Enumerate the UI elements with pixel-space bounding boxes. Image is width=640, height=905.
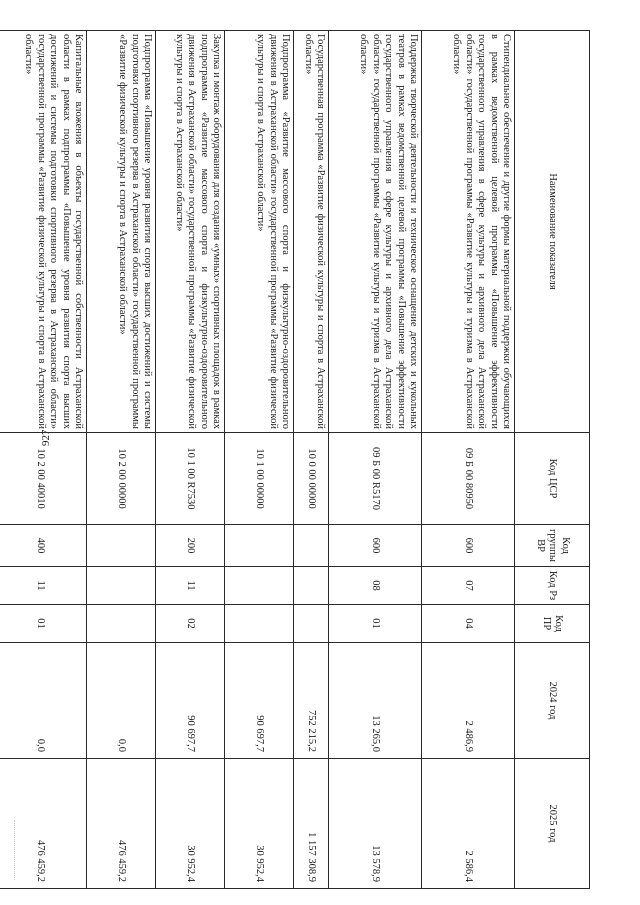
cell-2025: 2 586,4 [422, 759, 515, 889]
cell-2024: 0,0 [87, 643, 156, 759]
cell-pr: 01 [329, 605, 422, 643]
cell-vr [294, 525, 329, 567]
cell-vr: 400 [0, 525, 87, 567]
cell-pr [294, 605, 329, 643]
header-2025: 2025 год [515, 759, 590, 889]
cell-2024: 2 486,9 [422, 643, 515, 759]
cell-csr: 10 2 00 40010 [0, 433, 87, 525]
header-rz: Код Рз [515, 567, 590, 605]
cell-2025: 30 952,4 [156, 759, 225, 889]
cell-2025: 476 459,2 [0, 759, 87, 889]
table-row [225, 31, 294, 889]
cell-csr: 10 1 00 R7530 [156, 433, 225, 525]
cell-2024: 90 697,7 [225, 643, 294, 759]
cell-csr: 10 0 00 00000 [294, 433, 329, 525]
page-number: 927 [40, 429, 52, 446]
cell-name: Закупка и монтаж оборудования для создания «умных» спортивных площадок в рамках подпрограммы «Развитие массового спорта и физкультурно-оздоровительного движения в Астраханской области» государственной программы «Развитие физической культуры и спорта в Астраханской области» [156, 31, 225, 433]
cell-2024: 752 215,2 [294, 643, 329, 759]
table-row [329, 31, 422, 889]
cell-name: Стипендиальное обеспечение и другие формы материальной поддержки обучающихся в рамках ведомственной целевой программы «Повышение эффективности государственного управления в сфере культуры и архивного дела Астраханской области» государственной программы «Развитие культуры и туризма в Астраханской области» [422, 31, 515, 433]
cell-pr [225, 605, 294, 643]
cell-2025: 476 459,2 [87, 759, 156, 889]
cell-name: Подпрограмма «Развитие массового спорта и физкультурно-оздоровительного движения в Астраханской области» государственной программы «Развитие физической культуры и спорта в Астраханской области» [225, 31, 294, 433]
cell-csr: 09 Б 00 80950 [422, 433, 515, 525]
header-pr: Код ПР [515, 605, 590, 643]
cell-pr [87, 605, 156, 643]
cell-2025: 1 157 308,9 [294, 759, 329, 889]
budget-table [0, 30, 590, 889]
cell-name: Государственная программа «Развитие физической культуры и спорта в Астраханской области» [294, 31, 329, 433]
cell-vr: 600 [329, 525, 422, 567]
table-row [422, 31, 515, 889]
header-csr: Код ЦСР [515, 433, 590, 525]
cell-rz [87, 567, 156, 605]
table-row [0, 31, 87, 889]
cell-name: Капитальные вложения в объекты государственной собственности Астраханской области в рамках подпрограммы «Повышение уровня развития спорта высших достижений и системы подготовки спортивного резерва в Астраханской области» государственной программы «Развитие физической культуры и спорта в Астраханской области» [0, 31, 87, 433]
header-vr: Код группы ВР [515, 525, 590, 567]
cell-rz: 08 [329, 567, 422, 605]
cell-rz: 11 [156, 567, 225, 605]
cell-2024: 13 265,0 [329, 643, 422, 759]
cell-pr: 01 [0, 605, 87, 643]
cell-vr: 200 [156, 525, 225, 567]
cell-vr [225, 525, 294, 567]
cell-2025: 30 952,4 [225, 759, 294, 889]
table-row [156, 31, 225, 889]
cell-csr: 09 Б 00 R5170 [329, 433, 422, 525]
cell-pr: 04 [422, 605, 515, 643]
cell-rz [294, 567, 329, 605]
header-2024: 2024 год [515, 643, 590, 759]
cell-name: Подпрограмма «Повышение уровня развития спорта высших достижений и системы подготовки спортивного резерва в Астраханской области» государственной программы «Развитие физической культуры и спорта в Астраханской области» [87, 31, 156, 433]
cell-2024: 0,0 [0, 643, 87, 759]
cell-vr: 600 [422, 525, 515, 567]
cell-rz: 11 [0, 567, 87, 605]
cell-csr: 10 2 00 00000 [87, 433, 156, 525]
header-name: Наименование показателя [515, 31, 590, 433]
table-row [87, 31, 156, 889]
table-header-row [515, 31, 590, 889]
cell-name: Поддержка творческой деятельности и техническое оснащение детских и кукольных театров в рамках ведомственной целевой программы «Повышение эффективности государственного управления в сфере культуры и архивного дела Астраханской области» государственной программы «Развитие культуры и туризма в Астраханской области» [329, 31, 422, 433]
table-row [294, 31, 329, 889]
cell-2025: 13 578,9 [329, 759, 422, 889]
cell-rz [225, 567, 294, 605]
cell-csr: 10 1 00 00000 [225, 433, 294, 525]
cell-rz: 07 [422, 567, 515, 605]
cell-pr: 02 [156, 605, 225, 643]
cell-vr [87, 525, 156, 567]
cell-2024: 90 697,7 [156, 643, 225, 759]
